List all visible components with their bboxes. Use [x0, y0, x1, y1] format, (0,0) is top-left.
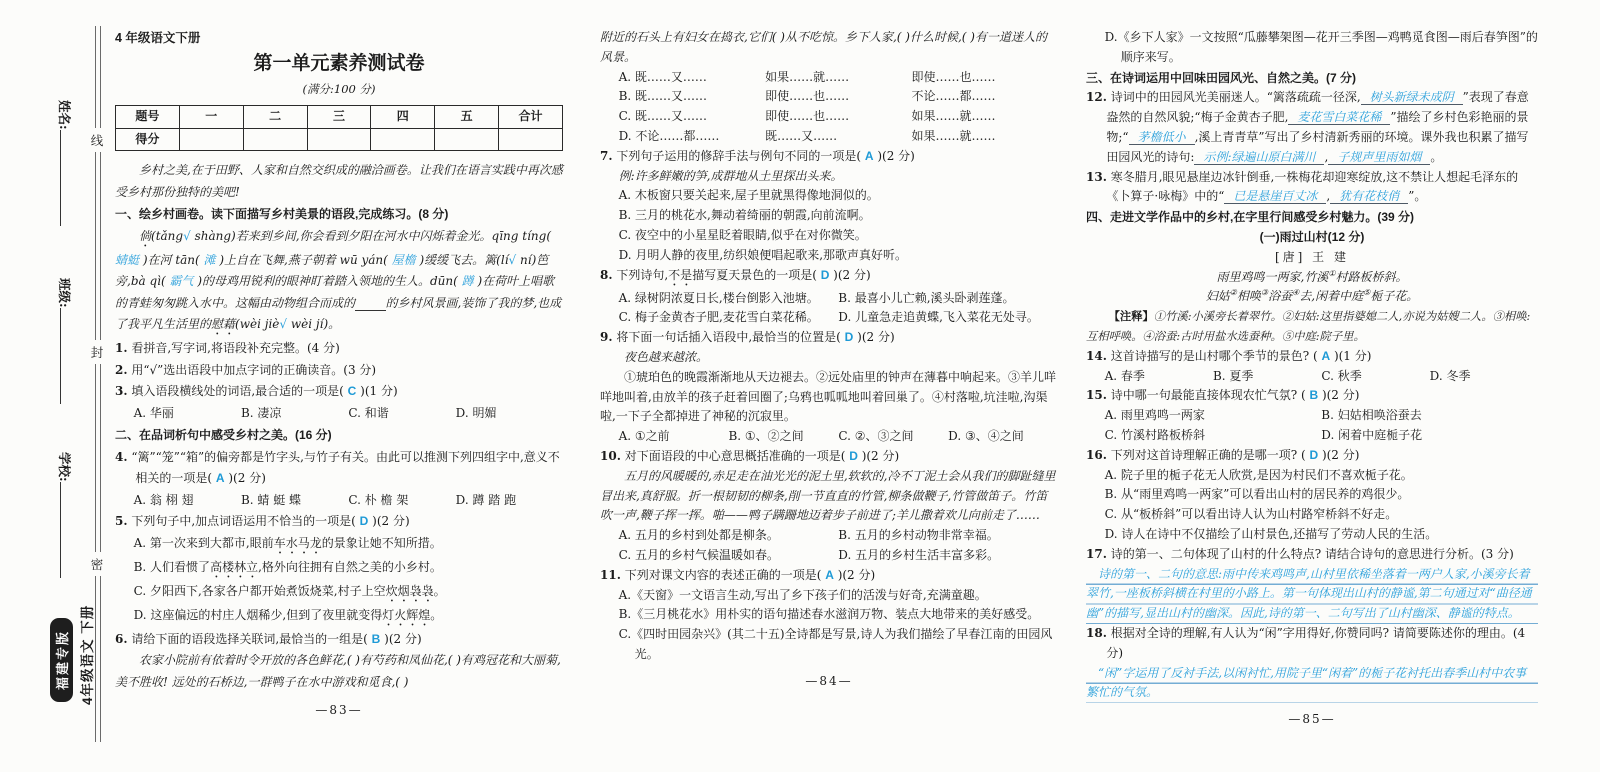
text-segment: 。: [1430, 149, 1443, 164]
text-segment: √: [508, 252, 517, 267]
student-field-1: 班级:: [56, 278, 74, 404]
seal-char-密: 密: [88, 552, 106, 576]
text-segment: 8.: [600, 267, 613, 282]
text-segment: 相唤: [1236, 289, 1261, 304]
option-item: A. 绿树阴浓夏日长,楼台倒影入池塘。: [618, 290, 819, 305]
text-segment: “篱”“笼”“箱”的偏旁都是竹字头,与竹子有关。由此可以推测下列四组字中,意义不相关的一项是(: [127, 449, 560, 485]
answer-letter: D: [849, 448, 858, 463]
text-segment: 寒冬腊月,眼见悬崖边冰针倒垂,一株梅花却迎寒绽放,这不禁让人想起毛泽东的《卜算子·咏梅》中的“: [1106, 169, 1519, 204]
option-item: C. 梅子金黄杏子肥,麦花雪白菜花稀。: [618, 310, 819, 325]
question-17: [1086, 545, 1538, 565]
answer-letter: A: [215, 471, 225, 485]
blank-line: [60, 308, 74, 404]
question-18: [1086, 624, 1538, 664]
option-item: B. 夏季: [1212, 368, 1254, 383]
text-segment: D. 月明人静的夜里,纺织娘便唱起歌来,那歌声真好听。: [618, 247, 908, 262]
answer-letter: A: [825, 567, 834, 582]
text-segment: )缓缓飞去。篱(lí: [415, 252, 509, 267]
text-segment: )上自在飞舞,燕子朝着 wū yán(: [215, 252, 392, 267]
intro-paragraph: [115, 160, 563, 203]
fill-in-answer: 示例:绿遍山原白满川: [1194, 150, 1324, 165]
question-2: [115, 360, 563, 382]
student-field-2: 学校:: [56, 452, 74, 578]
text-segment: 6.: [115, 631, 128, 646]
text-segment: 请给下面的语段选择关联词,最恰当的一组是(: [127, 631, 372, 646]
book-spine-label: 4年级语文 下册: [80, 604, 95, 705]
option-item: 如果……就……: [765, 69, 850, 84]
score-table-header: 五: [435, 106, 499, 129]
section-heading: [1086, 69, 1538, 89]
text-segment: 附近的石头上有妇女在捣衣,它们( )从不吃惊。乡下人家,( )什么时候,( )有一道迷人的风景。: [600, 30, 1047, 64]
option-line: [115, 581, 563, 605]
text-segment: 2.: [115, 362, 128, 377]
answer-letter: A: [1321, 348, 1331, 363]
text-segment: 1.: [115, 341, 128, 355]
text-segment: 下列句子中,加点词语运用不恰当的一项是(: [127, 514, 360, 528]
text-segment: 16.: [1086, 447, 1107, 462]
section-heading: [115, 425, 563, 447]
text-segment: 乡村之美,在于田野、人家和自然交织成的融洽画卷。让我们在语言实践中再次感受乡村那份独特的美吧!: [115, 163, 563, 199]
text-segment: 根据对全诗的理解,有人认为“闲”字用得好,你赞同吗? 请简要陈述你的理由。(4 分): [1106, 625, 1526, 660]
text-segment: 5.: [115, 514, 128, 528]
text-segment: 二、在品词析句中感受乡村之美。(16 分): [115, 428, 332, 442]
text-segment: C. 夕阳西下,各家各户都开始煮饭烧菜,村子上空: [133, 583, 386, 598]
option-row: [115, 490, 563, 512]
page-column-85: [1086, 28, 1538, 730]
score-cell-empty: [435, 128, 499, 151]
option-item: B. ①、②之间: [728, 429, 804, 444]
question-11: [600, 566, 1058, 586]
score-table-header: 三: [307, 106, 371, 129]
text-segment: )(2 分): [1318, 447, 1360, 462]
option-line: [1086, 485, 1538, 505]
poem-line: [1086, 287, 1538, 307]
example-sentence: [600, 167, 1058, 187]
text-segment: )(2 分): [853, 330, 895, 345]
option-item: B. 凄凉: [240, 405, 282, 420]
passage-continuation: [600, 28, 1058, 68]
text-segment: 18.: [1086, 625, 1107, 640]
option-line: [1086, 28, 1538, 68]
option-row: [115, 403, 563, 425]
option-line: [600, 206, 1058, 226]
score-cell-empty: [371, 128, 435, 151]
text-segment: D. 这座偏远的村庄人烟稀少,但到了夜里就变得: [133, 607, 383, 622]
text-segment: B.《三月桃花水》用朴实的语句描述春水滋润万物、装点大地带来的美好感受。: [618, 607, 1040, 622]
text-segment: 四、走进文学作品中的乡村,在字里行间感受乡村魅力。(39 分): [1086, 210, 1415, 225]
written-answer: [1086, 664, 1538, 704]
text-segment: )的母鸡用锐利的眼神盯着踏入领地的生人。dūn(: [193, 274, 462, 288]
option-item: 不论……都……: [911, 89, 996, 104]
question-3: [115, 381, 563, 403]
option-item: B. 妇姑相唤浴蚕去: [1321, 408, 1422, 423]
text-segment: 诗的第一、二句体现了山村的什么特点? 请结合诗句的意思进行分析。(3 分): [1106, 546, 1514, 561]
book-header: [115, 28, 563, 50]
poem-line: [1086, 268, 1538, 288]
text-segment: (一)雨过山村(12 分): [1259, 229, 1365, 244]
fill-in-answer: 树头新绿未成阴: [1361, 90, 1463, 105]
text-segment: 诗中哪一句最能直接体现农忙气氛? (: [1106, 388, 1310, 403]
text-segment: 诗的第一、二句的意思:雨中传来鸡鸣声,山村里依稀坐落着一两户人家,小溪旁长着翠竹,一座板桥斜横在村里的小路上。第一句体现出山村的静谧,第二句通过对“曲径通幽”的描写,显出山村的幽深。因此,诗的第一、二句写出了山村幽深、静谧的特点。: [1086, 566, 1532, 621]
text-segment: B. 从“雨里鸡鸣一两家”可以看出山村的居民养的鸡很少。: [1104, 487, 1410, 502]
text-segment: 雨里鸡鸣一两家,竹溪: [1216, 269, 1329, 284]
page-column-84: [600, 28, 1058, 692]
option-line: [600, 586, 1058, 606]
text-segment: )(1 分): [1330, 348, 1372, 363]
reading-passage: [115, 650, 563, 693]
option-row: [600, 107, 1058, 127]
option-line: [115, 605, 563, 629]
text-segment: ①琥珀色的晚霞渐渐地从天边褪去。②远处庙里的钟声在薄暮中响起来。③羊儿咩咩地叫着,由放羊的孩子赶着回圈了;乌鸦也呱呱地叫着回巢了。④村落啦,坑洼啦,沟渠啦,一下子全都掉进了神秘的沉寂里。: [600, 369, 1057, 424]
text-segment: 13.: [1086, 169, 1107, 184]
text-segment: wèi jí)。: [287, 317, 341, 331]
score-cell-empty: [307, 128, 371, 151]
option-line: [600, 186, 1058, 206]
option-item: D. ③、④之间: [948, 429, 1024, 444]
text-segment: 9.: [600, 330, 613, 345]
text-segment: [唐] 王 建: [1275, 249, 1349, 264]
score-cell-empty: [243, 128, 307, 151]
poem-author: [1086, 248, 1538, 268]
option-item: B. 最喜小儿亡赖,溪头卧剥莲蓬。: [838, 290, 1015, 305]
text-segment: 17.: [1086, 546, 1107, 561]
option-row: [600, 87, 1058, 107]
text-segment: 浴蚕: [1268, 289, 1293, 304]
option-line: [600, 226, 1058, 246]
answer-letter: A: [864, 148, 874, 163]
option-item: A. 五月的乡村到处都是柳条。: [618, 528, 779, 543]
text-segment: —85—: [1288, 712, 1336, 727]
text-segment: 去,闲着中庭: [1299, 289, 1364, 304]
option-item: A. 翁 栩 翅: [133, 492, 194, 507]
text-segment: “闲”字运用了反衬手法,以闲衬忙,用院子里“闲着”的栀子花衬托出春季山村中农事繁忙的气氛。: [1086, 665, 1527, 700]
option-item: D. 儿童急走追黄蝶,飞入菜花无处寻。: [838, 310, 1039, 325]
reading-passage: [600, 348, 1058, 368]
text-segment: )(2 分): [224, 471, 266, 485]
option-item: 如果……就……: [911, 109, 996, 124]
answer-letter: D: [820, 267, 830, 282]
text-segment: 下列对课文内容的表述正确的一项是(: [620, 567, 826, 582]
text-segment: )(2 分): [829, 267, 871, 282]
text-segment: —84—: [805, 673, 853, 688]
text-segment: ”描绘了乡村色彩艳丽的景物;“: [1106, 110, 1529, 144]
text-segment: 妇姑: [1205, 289, 1230, 304]
score-cell-empty: [499, 128, 563, 151]
text-segment: 填入语段横线处的词语,最合适的一项是(: [127, 384, 348, 398]
fill-in-answer: 子规声里雨如烟: [1328, 150, 1430, 165]
text-segment: )(2 分): [368, 514, 410, 528]
question-7: [600, 147, 1058, 167]
option-row: [600, 68, 1058, 88]
text-segment: D.《乡下人家》一文按照“瓜藤攀架图—花开三季图—鸡鸭觅食图—雨后春笋图”的顺序来写。: [1104, 30, 1538, 64]
text-segment: 农家小院前有依着时令开放的各色鲜花,( )有芍药和凤仙花,( )有鸡冠花和大丽菊,美不胜收! 远处的石桥边,一群鸭子在水中游戏和觅食,( ): [115, 653, 561, 689]
fill-in-answer: 麦花雪白菜花稀: [1288, 110, 1390, 125]
question-10: [600, 447, 1058, 467]
text-segment: 4 年级语文下册: [115, 31, 201, 45]
question-6: [115, 629, 563, 651]
text-segment: shàng)若来到乡间,你会看到夕阳在河水中闪烁着金光。qīng tíng(: [190, 228, 552, 243]
option-row: [600, 427, 1058, 447]
text-segment: ”。: [1408, 189, 1427, 204]
reading-passage: [600, 467, 1058, 526]
option-line: [115, 557, 563, 581]
score-table-header: 合计: [499, 106, 563, 129]
text-segment: 灯火辉煌: [382, 607, 431, 622]
text-segment: 三、在诗词运用中回味田园风光、自然之美。(7 分): [1086, 70, 1357, 85]
answer-letter: C: [347, 384, 357, 398]
option-item: A. 华丽: [133, 405, 174, 420]
text-segment: 蹲: [461, 274, 474, 288]
text-segment: )(2 分): [1318, 388, 1360, 403]
option-item: C. 竹溪村路板桥斜: [1104, 427, 1205, 442]
text-segment: 例:许多鲜嫩的笋,成群地从土里探出头来。: [618, 168, 843, 183]
annotation-note: [1086, 307, 1538, 347]
text-segment: —83—: [315, 703, 363, 717]
seal-char-线: 线: [88, 128, 106, 152]
text-segment: 炊烟袅袅: [385, 583, 434, 598]
option-item: A. 雨里鸡鸣一两家: [1104, 408, 1205, 423]
option-row: [600, 308, 1058, 328]
option-item: C. 和谐: [348, 405, 389, 420]
score-table: [115, 105, 563, 151]
student-field-0: 姓名:: [56, 100, 74, 226]
option-line: [1086, 505, 1538, 525]
text-segment: 11.: [600, 567, 621, 582]
text-segment: D. 诗人在诗中不仅描绘了山村景色,还描写了劳动人民的生活。: [1104, 526, 1438, 541]
question-8: [600, 266, 1058, 289]
written-answer: [1086, 565, 1538, 624]
question-4: [115, 447, 563, 490]
question-16: [1086, 446, 1538, 466]
page-number: [600, 672, 1058, 692]
blank-line: [60, 130, 74, 226]
page-column-83: [115, 28, 563, 722]
text-segment: [355, 296, 386, 311]
text-segment: 夜色越来越浓。: [624, 349, 709, 364]
text-segment: ,溪上青青草”写出了乡村清新秀丽的环境。课外我也积累了描写田园风光的诗句:: [1106, 129, 1529, 164]
question-14: [1086, 347, 1538, 367]
text-segment: 的乡村风景画,装饰了我的梦,也成了我平凡生活里的: [115, 295, 562, 331]
text-segment: )(2 分): [380, 631, 422, 646]
text-segment: 。: [433, 583, 446, 598]
text-segment: 用“√”选出语段中加点字词的正确读音。(3 分): [127, 362, 377, 377]
fill-in-answer: 已是悬崖百丈冰: [1224, 189, 1326, 204]
option-item: C. 既……又……: [618, 109, 707, 124]
question-13: [1086, 168, 1538, 208]
text-segment: 描写夏天景色的一项是(: [692, 267, 821, 282]
text-segment: ”表现了春意盎然的自然风貌;“梅子金黄杏子肥,: [1106, 90, 1529, 125]
text-segment: ,: [1324, 149, 1329, 164]
seal-char-封: 封: [88, 340, 106, 364]
text-segment: )(1 分): [356, 384, 398, 398]
text-segment: 7.: [600, 148, 613, 163]
text-segment: 高楼林立: [210, 559, 259, 574]
text-segment: )(2 分): [873, 148, 915, 163]
text-segment: 一、绘乡村画卷。读下面描写乡村美景的语段,完成练习。(8 分): [115, 207, 449, 221]
option-item: 即使……也……: [911, 69, 996, 84]
text-segment: ④: [1292, 288, 1300, 298]
text-segment: 屋檐: [391, 252, 416, 267]
text-segment: ⑤: [1363, 288, 1371, 298]
text-segment: 4.: [115, 449, 128, 464]
page-number: [115, 700, 563, 722]
question-15: [1086, 386, 1538, 406]
option-line: [1086, 466, 1538, 486]
option-line: [1086, 525, 1538, 545]
text-segment: (wèi jiè: [235, 317, 280, 331]
text-segment: 这首诗描写的是山村哪个季节的景色? (: [1106, 348, 1322, 363]
option-item: B. 蜻 蜓 蝶: [240, 492, 302, 507]
text-segment: ②: [1229, 288, 1237, 298]
option-item: 既……又……: [765, 128, 838, 143]
text-segment: 下列句子运用的修辞手法与例句不同的一项是(: [612, 148, 865, 163]
text-segment: (tǎng: [151, 228, 184, 243]
option-item: D. 明媚: [455, 405, 497, 420]
text-segment: 诗词中的田园风光美丽迷人。“篱落疏疏一径深,: [1106, 90, 1361, 105]
option-item: A. 既……又……: [618, 69, 707, 84]
option-item: D. 冬季: [1429, 368, 1471, 383]
numbered-passage: [600, 368, 1058, 427]
text-segment: 滩: [203, 252, 216, 267]
option-line: [600, 605, 1058, 625]
text-segment: C.《四时田园杂兴》(其二十五)全诗都是写景,诗人为我们描绘了早春江南的田园风光。: [618, 627, 1053, 661]
text-segment: 将下面一句话插入语段中,最恰当的位置是(: [612, 330, 845, 345]
option-item: D. 蹲 踏 跑: [455, 492, 517, 507]
text-segment: A. 木板窗只要关起来,屋子里就黑得像地洞似的。: [618, 188, 879, 203]
answer-letter: D: [359, 514, 369, 528]
section-heading: [1086, 208, 1538, 228]
section-heading: [115, 204, 563, 226]
text-segment: ní)笆旁,bà qì(: [115, 252, 549, 288]
text-segment: 的景象让她不知所措。: [321, 535, 442, 550]
score-table-header: 四: [371, 106, 435, 129]
text-segment: 慰藉: [211, 317, 236, 331]
option-row: [600, 546, 1058, 566]
text-segment: 12.: [1086, 90, 1107, 105]
option-item: C. ②、③之间: [838, 429, 914, 444]
answer-letter: B: [1309, 388, 1319, 403]
text-segment: 14.: [1086, 348, 1107, 363]
question-1: [115, 338, 563, 360]
option-item: D. 五月的乡村生活丰富多彩。: [838, 547, 1000, 562]
option-item: 即使……也……: [765, 109, 850, 124]
text-segment: )(2 分): [857, 448, 900, 463]
option-item: C. 朴 檐 架: [348, 492, 409, 507]
edition-badge: 福建专版: [50, 618, 73, 702]
text-segment: 3.: [115, 384, 128, 398]
text-segment: 村路板桥斜。: [1335, 269, 1408, 284]
full-score-note: [115, 79, 563, 101]
text-segment: A.《天窗》一文语言生动,写出了乡下孩子们的活泼与好奇,充满童趣。: [618, 587, 987, 602]
answer-letter: D: [1309, 447, 1319, 462]
exam-title: [115, 51, 563, 77]
text-segment: 10.: [600, 448, 621, 463]
reading-passage: [115, 226, 563, 339]
text-segment: C. 夜空中的小星星眨着眼睛,似乎在对你微笑。: [618, 227, 867, 242]
text-segment: 第一单元素养测试卷: [253, 52, 425, 74]
answer-letter: B: [371, 631, 381, 646]
text-segment: 蜻蜓: [115, 252, 140, 267]
option-item: A. 春季: [1104, 368, 1145, 383]
text-segment: C. 从“板桥斜”可以看出诗人认为山村路窄桥斜不好走。: [1104, 507, 1398, 522]
question-5: [115, 511, 563, 533]
score-table-header: 二: [243, 106, 307, 129]
option-row: [1086, 367, 1538, 387]
text-segment: 不是: [668, 267, 693, 282]
text-segment: A. 院子里的栀子花无人欣赏,是因为村民们不喜欢栀子花。: [1104, 467, 1413, 482]
text-segment: 倘: [139, 228, 152, 243]
option-item: D. 不论……都……: [618, 128, 720, 143]
option-item: C. 秋季: [1321, 368, 1362, 383]
text-segment: )(2 分): [833, 567, 876, 582]
text-segment: ,: [1326, 189, 1331, 204]
option-line: [115, 533, 563, 557]
option-row: [600, 127, 1058, 147]
option-row: [600, 526, 1058, 546]
answer-letter: D: [844, 330, 854, 345]
text-segment: √: [183, 228, 191, 243]
option-item: B. 既……又……: [618, 89, 708, 104]
option-item: C. 五月的乡村气候温暖如春。: [618, 547, 779, 562]
text-segment: 五月的风暖暖的,赤足走在油光光的泥土里,软软的,冷不丁泥土会从我们的脚趾缝里冒出来,真舒服。折一根韧韧的柳条,削一节直直的竹管,柳条做鞭子,竹管做笛子。竹笛吹一声,鞭子挥一挥。啪——鸭子蹒跚地迈着步子前进了;羊儿撒着欢儿向前走了……: [600, 468, 1056, 523]
option-row: [600, 289, 1058, 309]
option-item: A. ①之前: [618, 429, 670, 444]
blank-line: [60, 482, 74, 578]
text-segment: 对下面语段的中心意思概括准确的一项是(: [620, 448, 850, 463]
text-segment: 下列对这首诗理解正确的是哪一项? (: [1106, 447, 1310, 462]
text-segment: A. 第一次来到大都市,眼前: [133, 535, 274, 550]
page-number: [1086, 710, 1538, 730]
text-segment: 车水马龙: [273, 535, 322, 550]
text-segment: √: [279, 317, 288, 331]
option-item: 如果……就……: [911, 128, 996, 143]
question-12: [1086, 88, 1538, 167]
text-segment: 下列诗句,: [612, 267, 669, 282]
text-segment: (满分:100 分): [302, 81, 376, 96]
text-segment: B. 三月的桃花水,舞动着绮丽的朝霞,向前流啊。: [618, 208, 871, 223]
option-item: D. 闲着中庭栀子花: [1321, 427, 1423, 442]
text-segment: B. 人们看惯了: [133, 559, 211, 574]
score-cell-empty: [179, 128, 243, 151]
text-segment: )在河 tān(: [139, 252, 204, 267]
subsection-title: [1086, 228, 1538, 248]
score-table-header: 一: [179, 106, 243, 129]
text-segment: ①: [1328, 268, 1336, 278]
text-segment: 栀子花。: [1370, 289, 1419, 304]
option-item: 即使……也……: [765, 89, 850, 104]
text-segment: ③: [1260, 288, 1269, 298]
question-9: [600, 328, 1058, 348]
option-row: [1086, 406, 1538, 426]
text-segment: 看拼音,写字词,将语段补充完整。(4 分): [127, 341, 340, 355]
text-segment: 【注释】: [1108, 309, 1154, 324]
text-segment: ,格外向往拥有自然之美的小乡村。: [258, 559, 442, 574]
option-row: [1086, 426, 1538, 446]
option-item: B. 五月的乡村动物非常幸福。: [838, 528, 999, 543]
score-table-header: 题号: [116, 106, 180, 129]
fill-in-answer: 茅檐低小: [1129, 130, 1195, 145]
option-line: [600, 625, 1058, 665]
option-line: [600, 246, 1058, 266]
text-segment: 15.: [1086, 388, 1107, 403]
score-row-label: 得分: [116, 128, 180, 151]
fill-in-answer: 犹有花枝俏: [1330, 189, 1408, 204]
text-segment: 。: [430, 607, 443, 622]
text-segment: ①竹溪:小溪旁长着翠竹。②妇姑:这里指婆媳二人,亦说为姑嫂二人。③相唤:互相呼唤。④浴蚕:古时用盐水选蚕种。⑤中庭:院子里。: [1086, 310, 1531, 343]
text-segment: 霸气: [169, 274, 194, 288]
text-segment: )在荷叶上唱歌的青蛙匆匆跳入水中。这幅由动物组合而成的: [115, 274, 555, 310]
